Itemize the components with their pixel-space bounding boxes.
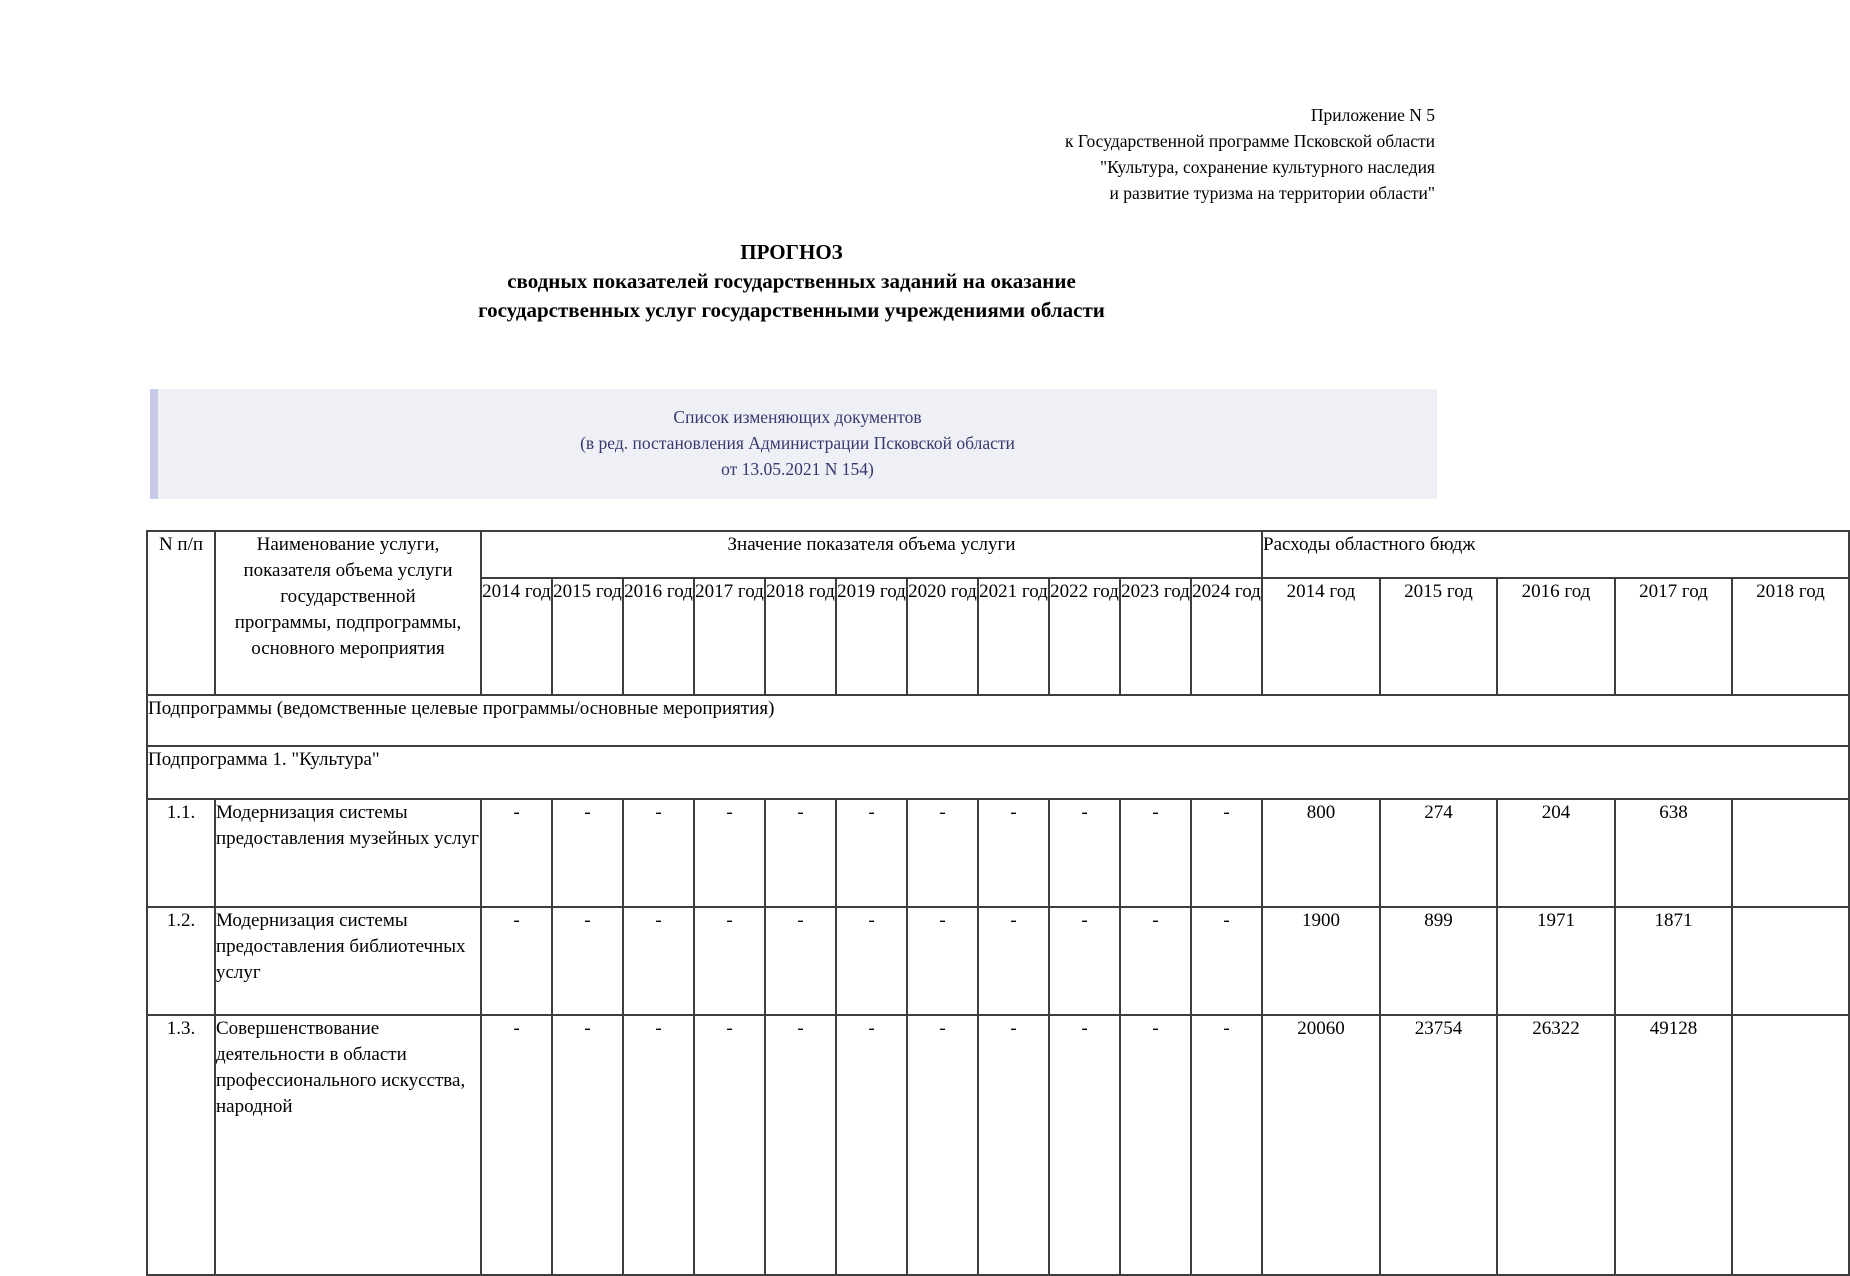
expense-value — [1732, 907, 1849, 1015]
column-header-name-line: программы, подпрограммы, — [234, 612, 462, 633]
section-label: Подпрограмма 1. "Культура" — [147, 746, 1849, 799]
volume-value: - — [765, 799, 836, 907]
expense-value: 23754 — [1380, 1015, 1497, 1275]
volume-value: - — [978, 799, 1049, 907]
volume-value: - — [1191, 907, 1262, 1015]
section-label: Подпрограммы (ведомственные целевые программы/основные мероприятия) — [147, 695, 1849, 746]
volume-value: - — [978, 1015, 1049, 1275]
appendix-line: "Культура, сохранение культурного наследия — [1100, 157, 1435, 177]
page-title-line: ПРОГНОЗ — [740, 240, 843, 264]
volume-value: - — [552, 1015, 623, 1275]
row-number: 1.2. — [147, 907, 215, 1015]
volume-value: - — [1120, 907, 1191, 1015]
volume-value: - — [1191, 1015, 1262, 1275]
year-header-expense: 2018 год — [1732, 578, 1849, 695]
expense-value: 1900 — [1262, 907, 1380, 1015]
year-header-expense: 2017 год — [1615, 578, 1732, 695]
page-title-line: сводных показателей государственных заданий на оказание — [507, 269, 1076, 293]
volume-value: - — [765, 1015, 836, 1275]
expense-value: 49128 — [1615, 1015, 1732, 1275]
table-header-row — [147, 531, 1849, 578]
expense-value: 899 — [1380, 907, 1497, 1015]
volume-value: - — [1049, 1015, 1120, 1275]
service-name: Модернизация системы предоставления музейных услуг — [215, 799, 481, 907]
appendix-note — [1065, 102, 1435, 206]
volume-value: - — [481, 1015, 552, 1275]
volume-value: - — [1120, 799, 1191, 907]
expense-value — [1732, 799, 1849, 907]
volume-value: - — [481, 799, 552, 907]
volume-value: - — [623, 907, 694, 1015]
table-row — [147, 907, 1849, 1015]
volume-value: - — [1120, 1015, 1191, 1275]
year-header-volume: 2020 год — [907, 578, 978, 695]
expense-value: 1871 — [1615, 907, 1732, 1015]
row-number: 1.3. — [147, 1015, 215, 1275]
section-row-subprograms — [147, 695, 1849, 746]
table-row — [147, 1015, 1849, 1275]
year-header-volume: 2017 год — [694, 578, 765, 695]
volume-value: - — [623, 799, 694, 907]
forecast-table — [146, 530, 1850, 1276]
volume-value: - — [836, 799, 907, 907]
service-name: Совершенствование деятельности в области профессионального искусства, народной — [215, 1015, 481, 1275]
page-title — [146, 238, 1437, 325]
year-header-expense: 2014 год — [1262, 578, 1380, 695]
service-name: Модернизация системы предоставления библиотечных услуг — [215, 907, 481, 1015]
year-header-volume: 2022 год — [1049, 578, 1120, 695]
volume-value: - — [907, 1015, 978, 1275]
year-header-volume: 2014 год — [481, 578, 552, 695]
volume-value: - — [694, 907, 765, 1015]
volume-value: - — [481, 907, 552, 1015]
table-row — [147, 799, 1849, 907]
volume-value: - — [907, 907, 978, 1015]
volume-value: - — [1049, 907, 1120, 1015]
expense-value: 638 — [1615, 799, 1732, 907]
appendix-line: к Государственной программе Псковской области — [1065, 131, 1435, 151]
volume-value: - — [552, 799, 623, 907]
expense-value: 26322 — [1497, 1015, 1615, 1275]
volume-value: - — [765, 907, 836, 1015]
year-header-expense: 2016 год — [1497, 578, 1615, 695]
column-header-name — [215, 531, 481, 695]
section-row-subprogram-1 — [147, 746, 1849, 799]
column-header-num: N п/п — [147, 531, 215, 695]
year-header-volume: 2015 год — [552, 578, 623, 695]
year-header-expense: 2015 год — [1380, 578, 1497, 695]
amendments-box — [150, 389, 1437, 499]
appendix-line: и развитие туризма на территории области" — [1109, 183, 1435, 203]
group-header-volume: Значение показателя объема услуги — [481, 531, 1262, 578]
year-header-volume: 2021 год — [978, 578, 1049, 695]
year-header-volume: 2016 год — [623, 578, 694, 695]
amendments-line: Список изменяющих документов — [673, 407, 922, 427]
volume-value: - — [623, 1015, 694, 1275]
expense-value: 1971 — [1497, 907, 1615, 1015]
volume-value: - — [694, 799, 765, 907]
year-header-volume: 2019 год — [836, 578, 907, 695]
volume-value: - — [1191, 799, 1262, 907]
volume-value: - — [552, 907, 623, 1015]
expense-value: 800 — [1262, 799, 1380, 907]
volume-value: - — [1049, 799, 1120, 907]
expense-value — [1732, 1015, 1849, 1275]
amendments-line: (в ред. постановления Администрации Псковской области — [580, 433, 1015, 453]
column-header-name-line: государственной — [280, 586, 416, 607]
volume-value: - — [694, 1015, 765, 1275]
year-header-volume: 2018 год — [765, 578, 836, 695]
column-header-name-line: Наименование услуги, — [256, 534, 440, 555]
column-header-name-line: показателя объема услуги — [243, 560, 453, 581]
expense-value: 20060 — [1262, 1015, 1380, 1275]
year-header-volume: 2024 год — [1191, 578, 1262, 695]
column-header-name-line: основного мероприятия — [251, 638, 445, 659]
group-header-expense: Расходы областного бюдж — [1262, 531, 1849, 578]
page-title-line: государственных услуг государственными учреждениями области — [478, 298, 1105, 322]
year-header-volume: 2023 год — [1120, 578, 1191, 695]
volume-value: - — [907, 799, 978, 907]
expense-value: 204 — [1497, 799, 1615, 907]
expense-value: 274 — [1380, 799, 1497, 907]
amendments-line: от 13.05.2021 N 154) — [721, 459, 874, 479]
row-number: 1.1. — [147, 799, 215, 907]
appendix-line: Приложение N 5 — [1310, 105, 1435, 125]
volume-value: - — [836, 1015, 907, 1275]
volume-value: - — [978, 907, 1049, 1015]
volume-value: - — [836, 907, 907, 1015]
